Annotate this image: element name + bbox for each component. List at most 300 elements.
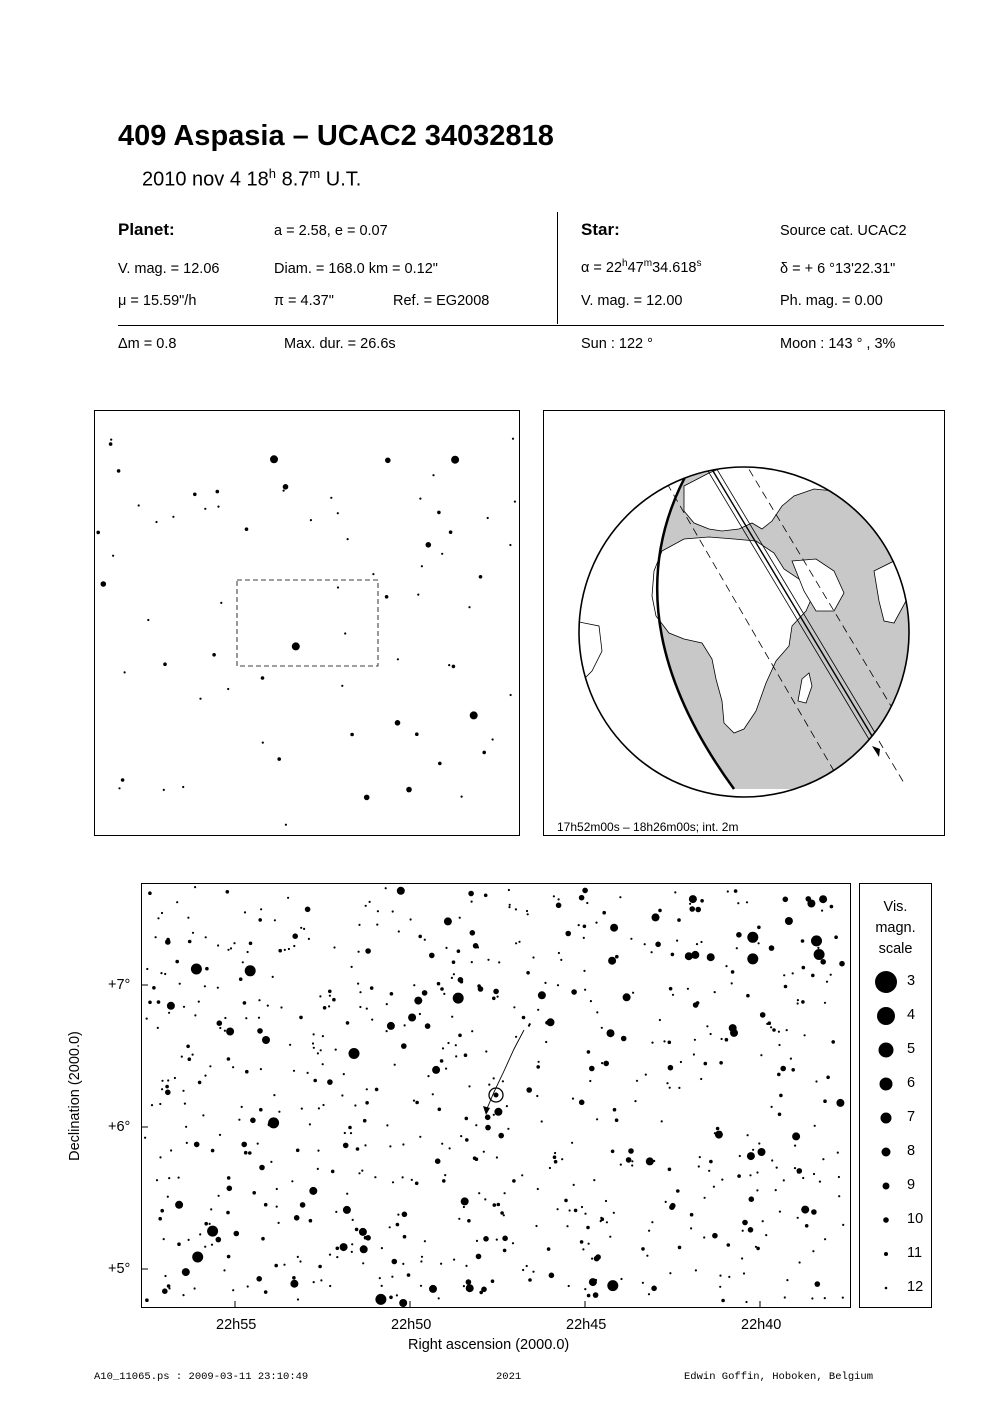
star-dot xyxy=(391,1276,393,1278)
star-dot xyxy=(199,1233,201,1235)
star-dot xyxy=(468,606,470,608)
star-dot xyxy=(817,947,819,949)
star-dot xyxy=(736,947,738,949)
star-dot xyxy=(620,1278,622,1280)
star-dot xyxy=(479,1291,483,1295)
star-dot xyxy=(205,936,207,938)
star-dot xyxy=(413,1100,415,1102)
star-dot xyxy=(276,1188,278,1190)
star-dot xyxy=(742,1220,748,1226)
star-dot xyxy=(709,1160,713,1164)
star-dot xyxy=(492,997,496,1001)
star-dot xyxy=(821,910,823,912)
star-dot xyxy=(659,1019,661,1021)
star-dot xyxy=(471,1030,473,1032)
star-dot xyxy=(797,1002,799,1004)
star-dot xyxy=(737,902,739,904)
legend-dots xyxy=(860,884,931,1307)
star-dot xyxy=(385,458,391,464)
star-dot xyxy=(328,990,332,994)
star-dot xyxy=(343,1073,345,1075)
star-dot xyxy=(245,970,247,972)
ra-tick-label: 22h50 xyxy=(391,1317,432,1333)
star-dot xyxy=(145,1298,149,1302)
star-dot xyxy=(710,1033,712,1035)
star-dot xyxy=(348,1126,352,1130)
max-duration: Max. dur. = 26.6s xyxy=(284,336,396,352)
star-dot xyxy=(719,1275,721,1277)
star-dot xyxy=(165,939,171,945)
star-dot xyxy=(161,1080,163,1082)
star-dot xyxy=(291,1180,293,1182)
footer-author: Edwin Goffin, Hoboken, Belgium xyxy=(684,1371,874,1383)
star-dot xyxy=(170,1149,172,1151)
star-dot xyxy=(507,1128,509,1130)
star-dot xyxy=(590,1000,592,1002)
legend-title-line: Vis. xyxy=(883,899,908,915)
star-dot xyxy=(792,972,794,974)
star-dot xyxy=(731,970,735,974)
star-dot xyxy=(309,1123,311,1125)
legend-magnitude-label: 7 xyxy=(907,1109,916,1125)
star-dot xyxy=(148,1001,152,1005)
star-dot xyxy=(721,1179,723,1181)
star-dot xyxy=(465,1265,467,1267)
star-dot xyxy=(223,1269,225,1271)
star-dot xyxy=(528,1025,530,1027)
star-dot xyxy=(591,1258,593,1260)
x-axis-title: Right ascension (2000.0) xyxy=(408,1337,570,1353)
star-dot xyxy=(671,953,675,957)
star-dot xyxy=(167,1284,171,1288)
star-dot xyxy=(801,1206,809,1214)
star-dot xyxy=(432,1066,440,1074)
star-dot xyxy=(392,1259,398,1265)
star-dot xyxy=(807,900,815,908)
star-dot xyxy=(672,994,674,996)
star-dot xyxy=(508,889,510,891)
star-dot xyxy=(164,973,166,975)
star-dot xyxy=(784,985,788,989)
star-dot xyxy=(427,1075,429,1077)
footer-file: A10_11065.ps : 2009-03-11 23:10:49 xyxy=(94,1371,309,1383)
star-dot xyxy=(264,1203,268,1207)
star-dot xyxy=(583,970,585,972)
zoom-frame xyxy=(237,580,378,666)
star-dot xyxy=(199,698,201,700)
star-dot xyxy=(770,1026,772,1028)
legend-dot xyxy=(881,1113,892,1124)
star-dot xyxy=(175,960,179,964)
star-dot xyxy=(381,1285,383,1287)
star-dot xyxy=(545,1021,549,1025)
star-dot xyxy=(771,1159,773,1161)
star-dot xyxy=(600,1220,602,1222)
star-dot xyxy=(226,1028,234,1036)
star-dot xyxy=(444,1174,446,1176)
star-dot xyxy=(227,1057,231,1061)
star-dot xyxy=(227,688,229,690)
star-dot xyxy=(745,1301,747,1303)
star-dot xyxy=(669,987,673,991)
star-dot xyxy=(586,902,588,904)
star-dot xyxy=(512,438,514,440)
star-dot xyxy=(258,999,260,1001)
star-dot xyxy=(496,1239,498,1241)
star-dot xyxy=(677,918,681,922)
star-dot xyxy=(838,1195,840,1197)
star-dot xyxy=(163,789,165,791)
star-dot xyxy=(515,1036,517,1038)
star-dot xyxy=(532,956,534,958)
star-dot xyxy=(689,903,691,905)
star-dot xyxy=(159,1156,161,1158)
planet-heading: Planet: xyxy=(118,220,175,239)
star-dot xyxy=(278,949,282,953)
finder-field xyxy=(95,411,519,835)
star-dot xyxy=(147,619,149,621)
star-dot xyxy=(776,1167,778,1169)
star-dot xyxy=(392,910,394,912)
star-dot xyxy=(192,1252,203,1263)
globe-map xyxy=(544,411,944,835)
star-dot xyxy=(536,1065,540,1069)
star-dot xyxy=(813,1173,815,1175)
legend-magnitude-label: 4 xyxy=(907,1007,916,1023)
footer-number: 2021 xyxy=(496,1371,522,1383)
star-dot xyxy=(362,1262,364,1264)
star-dot xyxy=(794,1167,796,1169)
planet-diameter: Diam. = 168.0 km = 0.12" xyxy=(274,261,438,277)
star-dot xyxy=(553,895,555,897)
star-dot xyxy=(484,894,488,898)
star-dot xyxy=(607,1029,615,1037)
star-dot xyxy=(216,1237,222,1243)
star-dot xyxy=(390,992,394,996)
star-dot xyxy=(230,947,232,949)
star-dot xyxy=(297,1256,299,1258)
star-dot xyxy=(358,951,360,953)
star-dot xyxy=(318,1265,322,1269)
star-dot xyxy=(346,1021,350,1025)
star-dot xyxy=(333,946,335,948)
track-arrow-head xyxy=(872,746,880,757)
star-dot xyxy=(532,1271,534,1273)
star-dot xyxy=(261,1237,265,1241)
star-dot xyxy=(185,1126,187,1128)
star-dot xyxy=(554,1160,558,1164)
star-dot xyxy=(349,1048,360,1059)
planet-motion: μ = 15.59"/h xyxy=(118,293,197,309)
star-dot xyxy=(642,1282,644,1284)
star-dot xyxy=(146,968,148,970)
star-dot xyxy=(797,1171,799,1173)
star-dot xyxy=(117,469,121,473)
star-dot xyxy=(356,1147,360,1151)
star-dot xyxy=(280,1006,282,1008)
star-dot xyxy=(310,519,312,521)
star-dot xyxy=(245,527,249,531)
star-dot xyxy=(814,949,825,960)
star-dot xyxy=(488,1084,490,1086)
star-dot xyxy=(786,1029,788,1031)
star-dot xyxy=(211,1149,215,1153)
star-dot xyxy=(151,1104,153,1106)
star-dot xyxy=(320,1049,322,1051)
star-dot xyxy=(381,1247,383,1249)
star-dot xyxy=(758,1148,766,1156)
star-dot xyxy=(815,1281,821,1287)
star-dot xyxy=(445,947,447,949)
star-dot xyxy=(411,1179,413,1181)
star-dot xyxy=(837,1152,839,1154)
star-dot xyxy=(403,1235,407,1239)
star-dot xyxy=(355,1228,359,1232)
ra-tick-label: 22h40 xyxy=(741,1317,782,1333)
star-dot xyxy=(292,642,300,650)
star-dot xyxy=(312,1042,314,1044)
star-dot xyxy=(631,1164,633,1166)
star-dot xyxy=(620,1164,622,1166)
star-dot xyxy=(305,907,311,913)
star-dot xyxy=(232,1289,234,1291)
star-dot xyxy=(794,1145,796,1147)
star-dot xyxy=(690,1227,692,1229)
star-dot xyxy=(226,1211,230,1215)
star-dot xyxy=(631,1160,633,1162)
star-dot xyxy=(760,1054,762,1056)
star-dot xyxy=(476,1254,482,1260)
star-dot xyxy=(799,1261,801,1263)
star-dot xyxy=(432,474,434,476)
star-dot xyxy=(218,1195,220,1197)
star-dot xyxy=(668,1168,672,1172)
star-dot xyxy=(736,932,742,938)
star-dot xyxy=(487,959,489,961)
star-dot xyxy=(608,957,616,965)
star-dot xyxy=(741,1257,743,1259)
star-dot xyxy=(838,1176,840,1178)
star-dot xyxy=(160,972,162,974)
star-dot xyxy=(270,1161,272,1163)
star-dot xyxy=(564,1199,568,1203)
star-dot xyxy=(300,1202,306,1208)
star-dot xyxy=(493,1114,495,1116)
star-dot xyxy=(483,1151,485,1153)
star-dot xyxy=(573,1184,575,1186)
star-dot xyxy=(252,1191,256,1195)
star-dot xyxy=(693,1002,699,1008)
star-dot xyxy=(678,1246,682,1250)
star-dot xyxy=(320,1279,322,1281)
legend-dot xyxy=(875,971,897,993)
star-dot xyxy=(274,1264,278,1268)
star-dot xyxy=(805,1224,809,1228)
star-dot xyxy=(468,1085,470,1087)
star-dot xyxy=(300,927,302,929)
star-dot xyxy=(178,1177,180,1179)
star-dot xyxy=(666,1082,668,1084)
star-dot xyxy=(791,1068,795,1072)
star-dot xyxy=(307,1072,309,1074)
star-dot xyxy=(669,1087,671,1089)
star-dot xyxy=(471,901,473,903)
star-dot xyxy=(299,1016,303,1020)
star-dot xyxy=(485,1050,487,1052)
star-dot xyxy=(678,1087,680,1089)
star-dot xyxy=(778,1044,780,1046)
star-dot xyxy=(217,944,219,946)
star-dot xyxy=(404,1024,406,1026)
star-dot xyxy=(148,891,152,895)
star-dot xyxy=(317,1052,319,1054)
star-dot xyxy=(700,899,704,903)
star-dot xyxy=(155,936,157,938)
star-dot xyxy=(584,1288,586,1290)
star-dot xyxy=(192,932,194,934)
star-dot xyxy=(268,1123,272,1127)
star-dot xyxy=(596,1011,598,1013)
star-dot xyxy=(698,1165,700,1167)
star-dot xyxy=(549,1167,551,1169)
star-dot xyxy=(628,1148,634,1154)
dec-tick-label: +7° xyxy=(108,977,131,993)
star-dot xyxy=(605,1200,607,1202)
star-dot xyxy=(700,941,702,943)
star-dot xyxy=(397,658,399,660)
star-dot xyxy=(646,1255,648,1257)
star-dot xyxy=(574,1209,578,1213)
star-dot xyxy=(463,1285,465,1287)
star-dot xyxy=(364,1144,366,1146)
star-dot xyxy=(402,1143,404,1145)
legend-magnitude-label: 3 xyxy=(907,973,916,989)
ra-tick-label: 22h55 xyxy=(216,1317,257,1333)
star-dot xyxy=(322,1104,324,1106)
star-dot xyxy=(493,989,499,995)
star-dot xyxy=(354,1104,356,1106)
star-dot xyxy=(615,955,619,959)
star-dot xyxy=(207,1226,218,1237)
star-dot xyxy=(502,1080,504,1082)
star-dot xyxy=(715,1131,723,1139)
star-dot xyxy=(194,886,196,888)
star-dot xyxy=(238,1119,240,1121)
star-dot xyxy=(737,1174,741,1178)
star-dot xyxy=(714,991,716,993)
star-dot xyxy=(443,993,445,995)
star-dot xyxy=(344,1132,346,1134)
star-dot xyxy=(595,922,597,924)
star-dot xyxy=(260,908,262,910)
star-dot xyxy=(419,1136,421,1138)
star-dot xyxy=(504,1192,506,1194)
star-dot xyxy=(249,942,253,946)
star-dot xyxy=(463,1206,465,1208)
star-dot xyxy=(641,1247,645,1251)
star-dot xyxy=(332,998,336,1002)
star-dot xyxy=(176,901,178,903)
star-dot xyxy=(192,1054,194,1056)
star-dot xyxy=(458,1218,460,1220)
star-dot xyxy=(402,1212,408,1218)
star-source: Source cat. UCAC2 xyxy=(780,223,907,239)
star-dot xyxy=(385,887,387,889)
star-dot xyxy=(747,1134,749,1136)
asteroid-path-arrow xyxy=(483,1106,490,1115)
info-divider-horizontal xyxy=(118,325,944,326)
star-dot xyxy=(244,1151,248,1155)
star-dot xyxy=(158,1217,162,1221)
star-dot xyxy=(669,1272,671,1274)
target-star xyxy=(494,1093,499,1098)
star-dot xyxy=(341,1094,343,1096)
star-dot xyxy=(167,1002,175,1010)
star-dot xyxy=(205,967,209,971)
star-dot xyxy=(775,1189,777,1191)
star-dot xyxy=(556,903,562,909)
star-dot xyxy=(379,1277,381,1279)
star-dot xyxy=(226,890,230,894)
star-dot xyxy=(449,1147,451,1149)
star-dot xyxy=(819,895,827,903)
star-dot xyxy=(264,1290,268,1294)
star-dot xyxy=(244,911,246,913)
star-dot xyxy=(410,918,412,920)
star-dot xyxy=(331,1170,335,1174)
star-dot xyxy=(464,1053,468,1057)
star-dot xyxy=(778,1113,782,1117)
star-dot xyxy=(437,982,441,986)
star-dot xyxy=(728,1276,730,1278)
star-dot xyxy=(397,1214,399,1216)
star-dot xyxy=(603,1061,609,1067)
star-dot xyxy=(465,1138,469,1142)
star-dot xyxy=(317,1150,319,1152)
star-dot xyxy=(742,1230,744,1232)
star-dot xyxy=(836,1099,844,1107)
info-divider-vertical xyxy=(557,212,558,324)
star-dot xyxy=(451,1016,453,1018)
star-dot xyxy=(455,1055,457,1057)
star-dot xyxy=(690,1213,694,1217)
star-dot xyxy=(415,1101,419,1105)
star-dot xyxy=(322,1063,324,1065)
star-dot xyxy=(245,1070,249,1074)
star-dot xyxy=(248,1151,252,1155)
star-dot xyxy=(351,1251,353,1253)
star-dot xyxy=(216,490,220,494)
star-dot xyxy=(453,973,455,975)
star-dot xyxy=(344,632,346,634)
star-dot xyxy=(802,1177,804,1179)
star-dot xyxy=(219,1134,221,1136)
star-dot xyxy=(452,665,456,669)
star-dot xyxy=(118,787,120,789)
ra-tick-label: 22h45 xyxy=(566,1317,607,1333)
star-dot xyxy=(466,1279,472,1285)
star-dot xyxy=(179,983,181,985)
star-dot xyxy=(375,1294,386,1305)
star-dot xyxy=(155,521,157,523)
asteroid-path xyxy=(486,1030,524,1111)
star-dot xyxy=(272,976,274,978)
star-dot xyxy=(247,1285,249,1287)
star-dot xyxy=(560,959,562,961)
star-dot xyxy=(227,1176,231,1180)
star-dot xyxy=(453,1259,455,1261)
star-dot xyxy=(508,906,510,908)
